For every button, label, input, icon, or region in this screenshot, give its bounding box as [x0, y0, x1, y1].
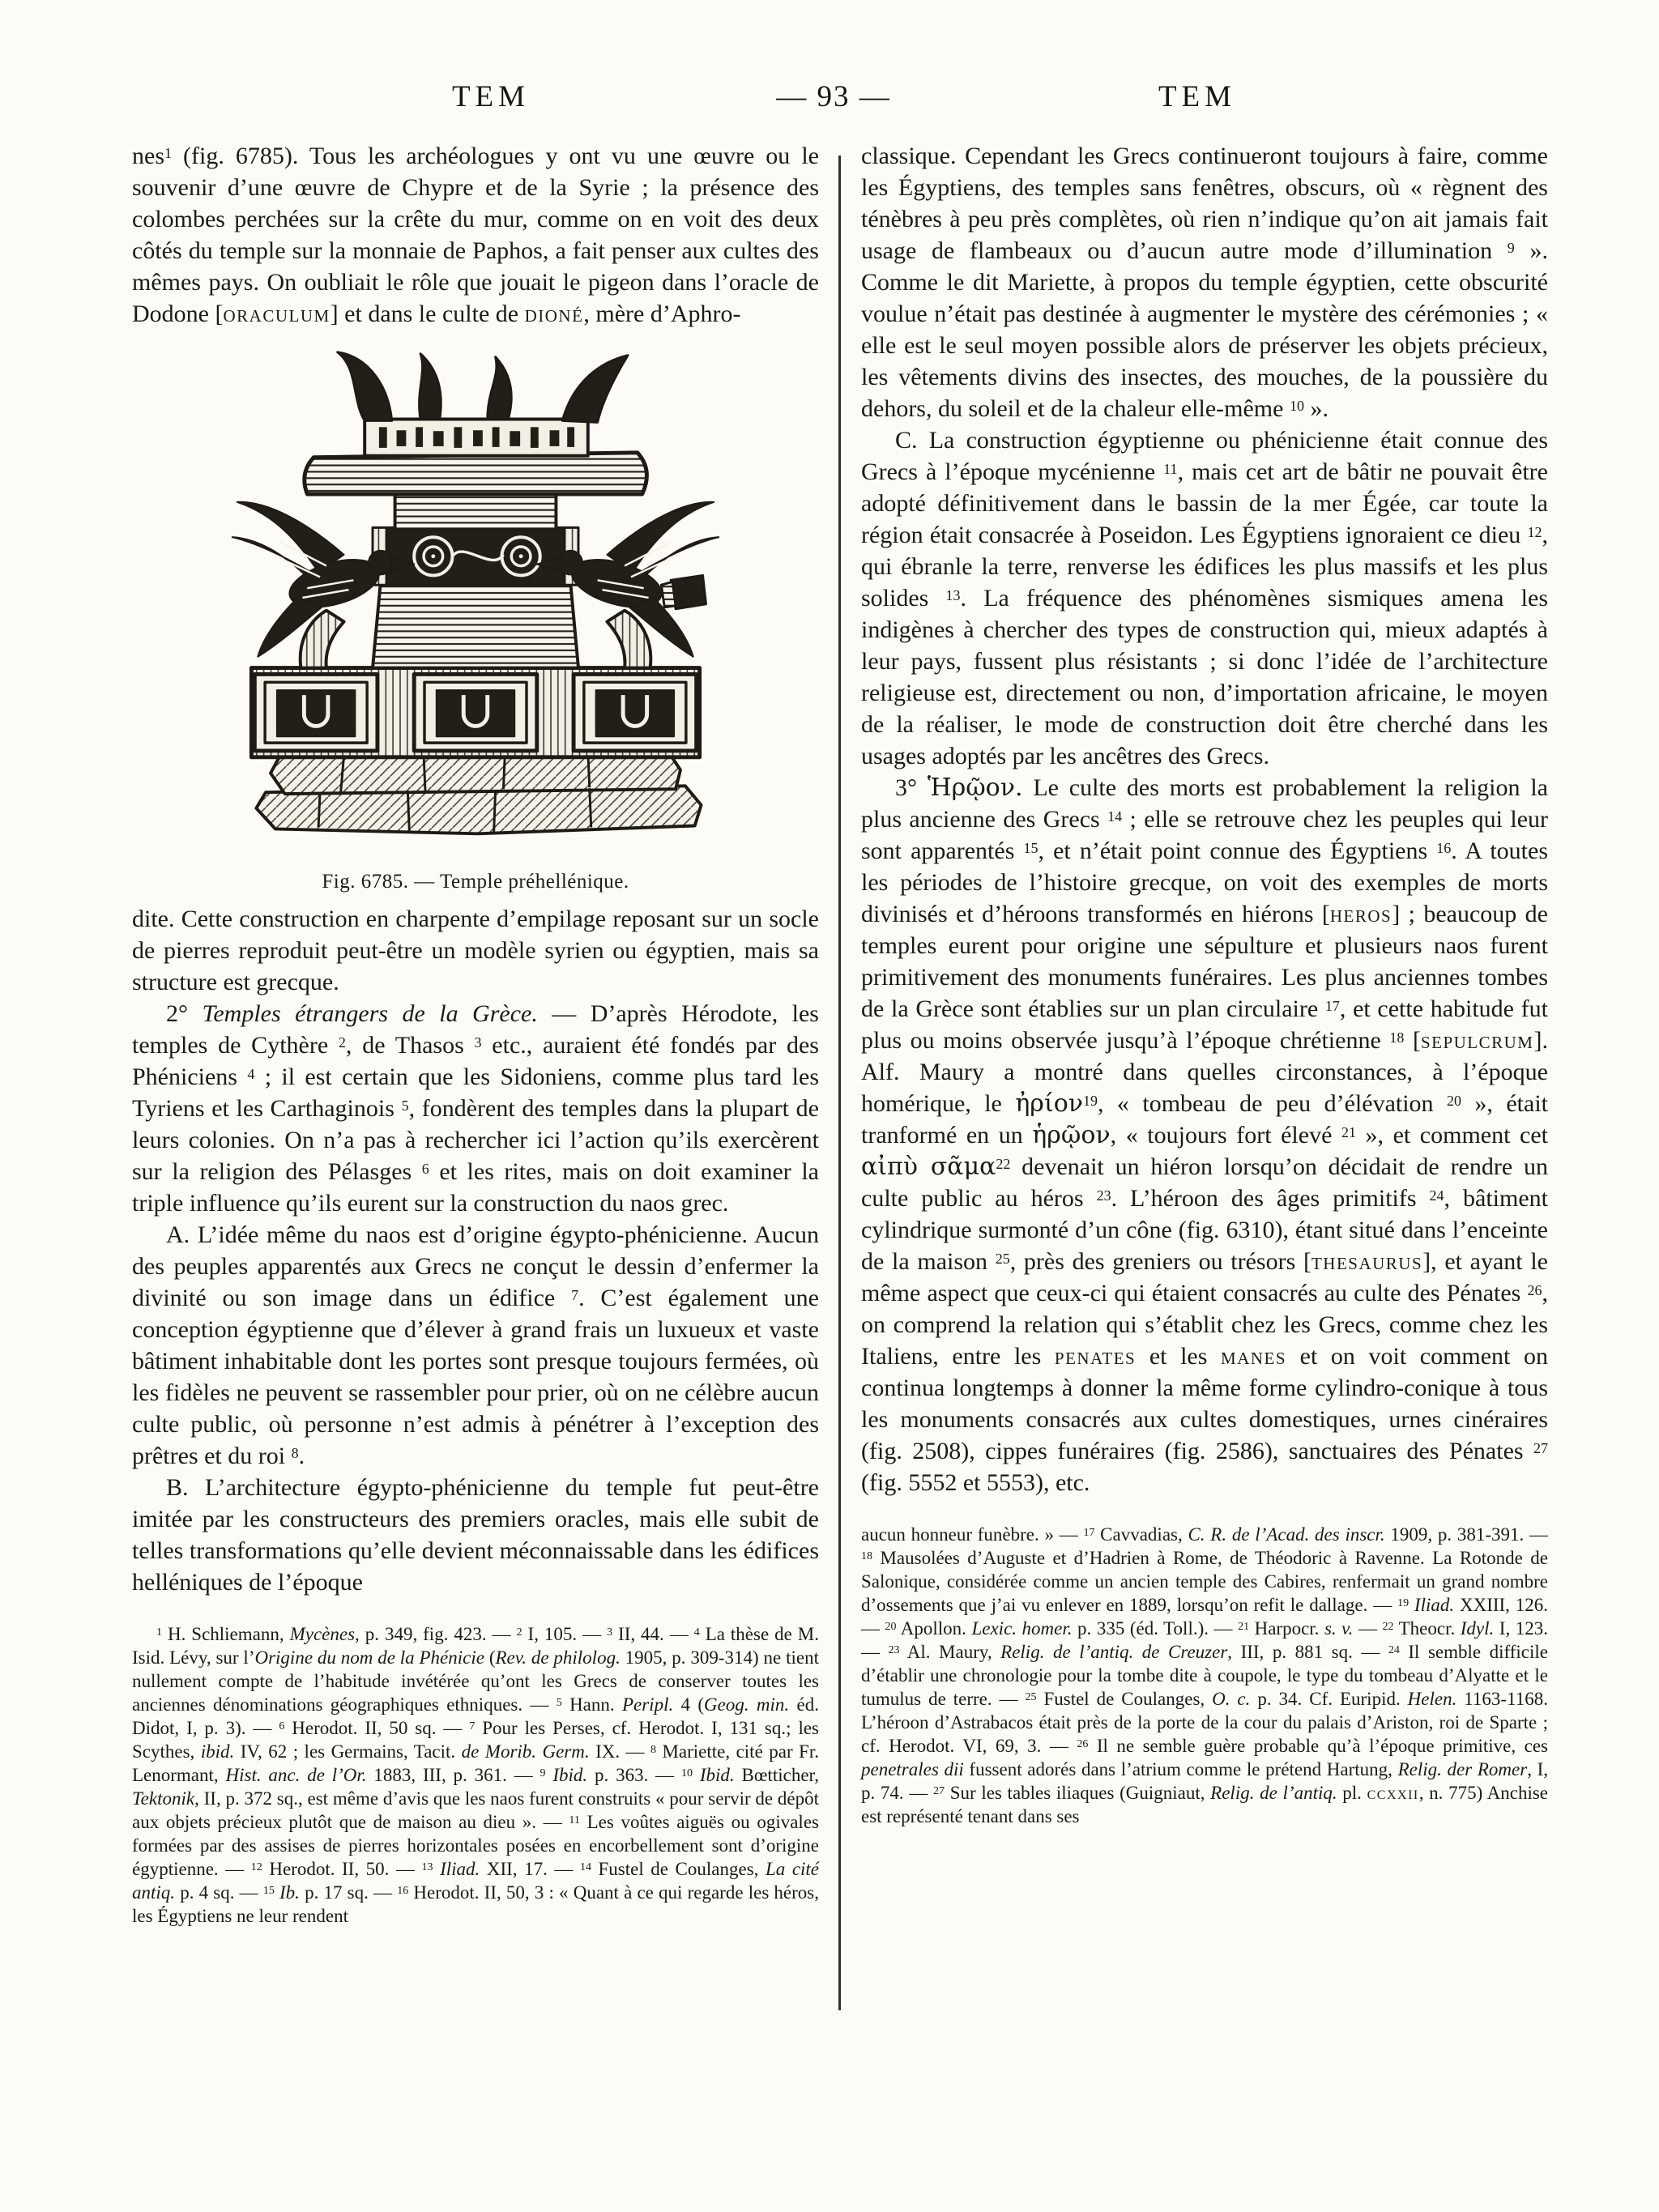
paragraph: B. L’architecture égypto-phénicienne du temple fut peut-être imitée par les constructeurs des premiers oracles, mais elle subit de telles transformations qu’elle devient méconnaissable dans les édifices helléniques de l’époque — [132, 1474, 819, 1596]
right-footnotes: aucun honneur funèbre. » — $^{17}$ Cavvadias, C. R. de l’Acad. des inscr. 1909, p. 381-391. — $^{18}$ Mausolées d’Auguste et d’Hadrien à Rome, de Théodoric à Ravenne. La Rotonde de Salonique, considérée comme un ancien temple des Cabires, renfermait un grand nombre d’ossements que j’ai vu enlever en 1889, lorsqu’on refit le dallage. — $^{19}$ Iliad. XXIII, 126. — $^{20}$ Apollon. Lexic. homer. p. 335 (éd. Toll.). — $^{21}$ Harpocr. s. v. — $^{22}$ Theocr. Idyl. I, 123. — $^{23}$ Al. Maury, Relig. de l’antiq. de Creuzer, III, p. 881 sq. — $^{24}$ Il semble difficile d’établir une chronologie pour la tombe dite à coupole, le type du tombeau d’Alyatte et le tumulus de terre. — $^{25}$ Fustel de Coulanges, O. c. p. 34. Cf. Euripid. Helen. 1163-1168. L’héroon d’Astrabacos était près de la porte de la cour du palais d’Ariston, roi de Sparte ; cf. Herodot. VI, 69, 3. — $^{26}$ Il ne semble guère probable qu’à l’époque primitive, ces penetrales dii fussent adorés dans l’atrium comme le prétend Hartung, Relig. der Romer, I, p. 74. — $^{27}$ Sur les tables iliaques (Guigniaut, Relig. de l’antiq. pl. ccxxii, n. 775) Anchise est représenté tenant dans ses — [861, 1524, 1549, 1826]
left-footnotes: $^1$ H. Schliemann, Mycènes, p. 349, fig. 423. — $^2$ I, 105. — $^3$ II, 44. — $^4$ La thèse de M. Isid. Lévy, sur l’Origine du nom de la Phénicie (Rev. de philolog. 1905, p. 309-314) ne tient nullement compte de l’habitude invétérée qu’ont les Grecs de conserver toutes les anciennes dénominations géographiques ethniques. — $^5$ Hann. Peripl. 4 (Geog. min. éd. Didot, I, p. 3). — $^6$ Herodot. II, 50 sq. — $^7$ Pour les Perses, cf. Herodot. I, 131 sq.; les Scythes, ibid. IV, 62 ; les Germains, Tacit. de Morib. Germ. IX. — $^8$ Mariette, cité par Fr. Lenormant, Hist. anc. de l’Or. 1883, III, p. 361. — $^9$ Ibid. p. 363. — $^{10}$ Ibid. Bœtticher, Tektonik, II, p. 372 sq., est même d’avis que les naos furent construits « pour servir de dépôt aux objets précieux plutôt que de maison au dieu ». — $^{11}$ Les voûtes aiguës ou ogivales formées par des assises de pierres horizontales posées en encorbellement sont d’origine égyptienne. — $^{12}$ Herodot. II, 50. — $^{13}$ Iliad. XII, 17. — $^{14}$ Fustel de Coulanges, La cité antiq. p. 4 sq. — $^{15}$ Ib. p. 17 sq. — $^{16}$ Herodot. II, 50, 3 : « Quant à ce qui regarde les héros, les Égyptiens ne leur rendent — [132, 1624, 820, 1926]
right-text — [861, 140, 1548, 1498]
figure-temple — [132, 341, 819, 895]
running-head-left: TEM — [451, 80, 531, 113]
paragraph: 3° Ἡρῷον. Le culte des morts est probablement la religion la plus ancienne des Grecs $^{14}$ ; elle se retrouve chez les peuples qui leur sont apparentés $^{15}$, et n’était point connue des Égyptiens $^{16}$. A toutes les périodes de l’histoire grecque, on voit des exemples de morts divinisés et d’héroons transformés en hiérons [heros] ; beaucoup de temples eurent pour origine une sépulture et plusieurs naos furent primitivement des monuments funéraires. Les plus anciennes tombes de la Grèce sont établies sur un plan circulaire $^{17}$, et cette habitude fut plus ou moins observée jusqu’à l’époque chrétienne $^{18}$ [sepulcrum]. Alf. Maury a montré dans quelles circonstances, à l’époque homérique, le ἠρίον$^{19}$, « tombeau de peu d’élévation $^{20}$ », était tranformé en un ἡρῷον, « toujours fort élevé $^{21}$ », et comment cet αἰπὺ σᾶμα$^{22}$ devenait un hiéron lorsqu’on décidait de rendre un culte public au héros $^{23}$. L’héroon des âges primitifs $^{24}$, bâtiment cylindrique surmonté d’un cône (fig. 6310), étant situé dans l’enceinte de la maison $^{25}$, près des greniers ou trésors [thesaurus], et ayant le même aspect que ceux-ci qui étaient consacrés au culte des Pénates $^{26}$, on comprend la relation qui s’établit chez les Grecs, comme chez les Italiens, entre les penates et les manes et on voit comment on continua longtemps à donner la même forme cylindro-conique à tous les monuments consacrés aux cultes domestiques, urnes cinéraires (fig. 2508), cippes funéraires (fig. 2586), sanctuaires des Pénates $^{27}$ (fig. 5552 et 5553), etc. — [861, 774, 1549, 1496]
temple-engraving-icon — [220, 341, 731, 859]
paragraph: dite. Cette construction en charpente d’empilage reposant sur un socle de pierres reproduit peut-être un modèle syrien ou égyptien, mais sa structure est grecque. — [132, 906, 819, 995]
right-column — [861, 140, 1548, 1828]
paragraph: classique. Cependant les Grecs continueront toujours à faire, comme les Égyptiens, des temples sans fenêtres, obscurs, où « règnent des ténèbres à peu près complètes, où rien n’indique qu’on ait jamais fait usage de flambeaux ou d’aucun autre mode d’illumination $^9$ ». Comme le dit Mariette, à propos du temple égyptien, cette obscurité voulue n’était pas destinée à augmenter le mystère des cérémonies ; « elle est le seul moyen possible alors de préserver les objets précieux, les vêtements divins des insectes, des mouches, de la poussière du dehors, du soleil et de la chaleur elle-même $^{10}$ ». — [861, 143, 1549, 422]
left-text-bottom — [132, 903, 819, 1598]
paragraph: C. La construction égyptienne ou phénicienne était connue des Grecs à l’époque mycénienne $^{11}$, mais cet art de bâtir ne pouvait être adopté définitivement dans le bassin de la mer Égée, car toute la région était consacrée à Poseidon. Les Égyptiens ignoraient ce dieu $^{12}$, qui ébranle la terre, renverse les édifices les plus massifs et les plus solides $^{13}$. La fréquence des phénomènes sismiques amena les indigènes à chercher des types de construction qui, mieux adaptés à leur pays, fussent plus résistants ; si donc l’idée de l’architecture religieuse est, directement ou non, d’importation africaine, le moyen de la réaliser, le mode de construction doit être cherché dans les usages adoptés par les ancêtres des Grecs. — [861, 427, 1548, 769]
paragraph: A. L’idée même du naos est d’origine égypto-phénicienne. Aucun des peuples apparentés aux Grecs ne conçut le dessin d’enfermer la divinité ou son image dans un édifice $^7$. C’est également une conception égyptienne que d’élever à grand frais un luxueux et vaste bâtiment inhabitable dont les portes sont presque toujours fermées, où les fidèles ne peuvent se rassembler pour prier, où on ne célèbre aucun culte public, où personne n’est admis à pénétrer à l’exception des prêtres et du roi $^8$. — [132, 1221, 819, 1469]
running-head-right: TEM — [1158, 80, 1237, 113]
left-text-top — [132, 140, 819, 330]
column-divider — [838, 156, 841, 2010]
paragraph: 2° Temples étrangers de la Grèce. — D’après Hérodote, les temples de Cythère $^2$, de Thasos $^3$ etc., auraient été fondés par des Phéniciens $^4$ ; il est certain que les Sidoniens, comme plus tard les Tyriens et les Carthaginois $^5$, fondèrent des temples dans la plupart de leurs colonies. On n’a pas à rechercher ici l’action qu’ils exercèrent sur la religion des Pélasges $^6$ et les rites, mais on doit examiner la triple influence qu’ils eurent sur la construction du naos grec. — [132, 1000, 819, 1217]
page-number: — 93 — — [776, 80, 891, 113]
figure-caption: Fig. 6785. — Temple préhellénique. — [322, 871, 629, 893]
paragraph: nes$^1$ (fig. 6785). Tous les archéologues y ont vu une œuvre ou le souvenir d’une œuvre de Chypre et de la Syrie ; la présence des colombes perchées sur la crête du mur, comme on en voit des deux côtés du temple sur la monnaie de Paphos, a fait penser aux cultes des mêmes pays. On oubliait le rôle que jouait le pigeon dans l’oracle de Dodone [oraculum] et dans le culte de dioné, mère d’Aphro- — [132, 143, 819, 327]
left-column — [132, 140, 819, 1928]
